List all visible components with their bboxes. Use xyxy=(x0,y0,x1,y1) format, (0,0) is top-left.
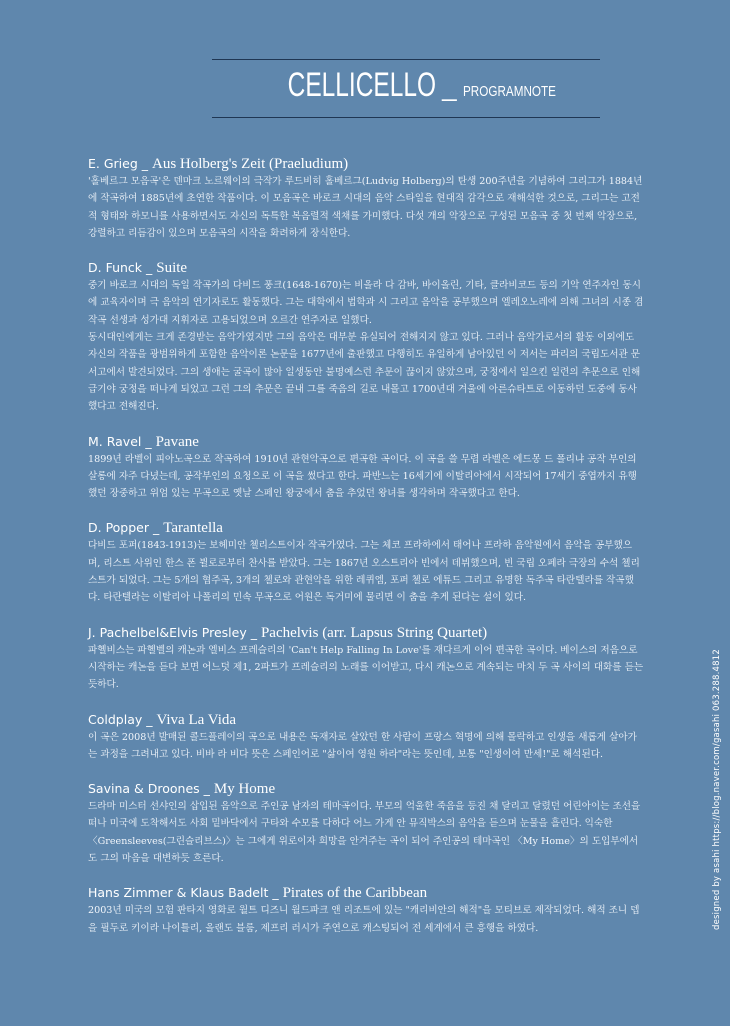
program-list xyxy=(88,155,644,954)
header-bottom-rule xyxy=(212,117,600,118)
piece-heading xyxy=(88,259,644,277)
work-title: Viva La Vida xyxy=(156,711,237,728)
work-title: Pachelvis (arr. Lapsus String Quartet) xyxy=(260,624,488,641)
work-title: Tarantella xyxy=(163,520,223,537)
page-title xyxy=(212,66,600,105)
heading-separator: _ xyxy=(149,520,164,536)
heading-separator: _ xyxy=(137,156,152,171)
heading-separator: _ xyxy=(142,260,157,276)
piece-heading xyxy=(88,884,644,902)
heading-separator: _ xyxy=(142,711,157,727)
program-item-funck xyxy=(88,259,644,415)
work-title: Aus Holberg's Zeit (Praeludium) xyxy=(151,156,349,172)
title-main: CELLICELLO xyxy=(287,66,436,104)
composer-name: D. Popper xyxy=(88,520,150,536)
heading-separator: _ xyxy=(268,885,283,901)
program-item-grieg xyxy=(88,155,644,242)
piece-description: 중기 바로크 시대의 독일 작곡가의 다비드 풍크(1648-1670)는 비올라 다 감바, 바이올린, 기타, 클라비코드 등의 기악 연주자인 동시에 교육자이며 극 음악의 연기자로도 활동했다. 그는 대학에서 법학과 시 그리고 음악을 공부했으며 엘레오노레에 의해 그녀의 시종 겸 작곡 선생과 성가대 지휘자로 고용되었으며 오르간 연주자로 일했다. xyxy=(88,280,644,326)
piece-description: 1899년 라벨이 피아노곡으로 작곡하여 1910년 관현악곡으로 편곡한 곡이다. 이 곡을 쓸 무렵 라벨은 에드몽 드 폴리냐 공작 부인의 살롱에 자주 다녔는데, 공작부인의 요청으로 이 곡을 썼다고 한다. 파반느는 16세기에 이탈리아에서 시작되어 17세기 중엽까지 유행했던 장중하고 위엄 있는 무곡으로 옛날 스페인 왕궁에서 춤을 추었던 왕녀를 생각하며 작곡했다고 한다. xyxy=(88,453,637,500)
designer-credit: designed by asahi https://blog.naver.com/gasahi 063.288.4812 xyxy=(712,649,722,930)
piece-heading xyxy=(88,780,644,798)
work-title: Pirates of the Caribbean xyxy=(282,885,428,902)
piece-heading xyxy=(88,155,644,173)
composer-name: E. Grieg xyxy=(88,156,138,171)
piece-description: '홀베르그 모음곡'은 덴마크 노르웨이의 극작가 루드비히 홀베르그(Ludvig Holberg)의 탄생 200주년을 기념하여 그리그가 1884년에 작곡하여 1885년에 초연한 작품이다. 이 모음곡은 바로크 시대의 음악 스타일을 현대적 감각으로 재해석한 것으로, 그리그는 고전적 형태와 하모니를 사용하면서도 자신의 독특한 복음렬적 색채를 가미했다. 다섯 개의 악장으로 구성된 모음곡 중 첫 번째 악장으로, 강렬하고 리듬감이 있으며 모음곡의 시작을 화려하게 장식한다. xyxy=(88,176,643,239)
piece-heading xyxy=(88,711,644,729)
program-item-savina xyxy=(88,780,644,867)
header-top-rule xyxy=(212,59,600,60)
heading-separator: _ xyxy=(246,624,261,640)
piece-description: 다비드 포퍼(1843-1913)는 보헤미안 첼리스트이자 작곡가였다. 그는 체코 프라하에서 태어나 프라하 음악원에서 음악을 공부했으며, 리스트 사위인 한스 폰 뷜로로부터 찬사를 받았다. 그는 1867년 오스트리아 빈에서 데뷔했으며, 빈 국립 오페라 극장의 수석 첼리스트가 되었다. 그는 5개의 협주곡, 3개의 첼로와 관현악을 위한 레퀴엠, 포퍼 첼로 에튜드 그리고 유명한 독주곡 타란텔라를 작곡했다. 타란텔라는 이탈리아 나폴리의 민속 무곡으로 어원은 독거미에 물리면 이 춤을 추게 된다는 설이 있다. xyxy=(88,540,640,604)
piece-description: 동시대인에게는 크게 존경받는 음악가였지만 그의 음악은 대부분 유실되어 전해지지 않고 있다. 그러나 음악가로서의 활동 이외에도 자신의 작품을 광범위하게 포함한 음악이론 논문을 1677년에 출판했고 다행히도 유일하게 남아있던 이 저서는 파리의 국립도서관 문서고에서 발견되었다. 그의 생애는 굴곡이 많아 일생동안 불명예스런 추문이 끊이지 않았으며, 궁정에서 일으킨 일련의 추문으로 인해 급기야 궁정을 떠나게 되었고 그런 그의 추문은 끝내 그를 죽음의 길로 내몰고 1700년대 겨울에 아른슈타트로 이동하던 도중에 동사했다고 전해진다. xyxy=(88,332,641,413)
piece-description: 이 곡은 2008년 발매된 콜드플레이의 곡으로 내용은 독재자로 살았던 한 사람이 프랑스 혁명에 의해 몰락하고 인생을 새롭게 살아가는 과정을 그려내고 있다. 비바 라 비다 뜻은 스페인어로 "삶이여 영원 하라"라는 뜻인데, 보통 "인생이여 만세!"로 해석된다. xyxy=(88,731,637,760)
composer-name: J. Pachelbel&Elvis Presley xyxy=(88,624,247,640)
piece-description: 드라마 미스터 선샤인의 삽입된 음악으로 주인공 남자의 테마곡이다. 부모의 억울한 죽음을 등진 채 달리고 달렸던 어린아이는 조선을 떠나 미국에 도착해서도 사회 밑바닥에서 구타와 수모를 다하다 어느 가게 안 뮤직박스의 음악을 듣으며 눈물을 흘린다. 익숙한 〈Greensleeves(그린슬리브스)〉는 그에게 위로이자 희망을 안겨주는 곡이 되어 주인공의 테마곡인 〈My Home〉의 도입부에서도 그의 마음을 대변하듯 흐른다. xyxy=(88,801,641,865)
work-title: My Home xyxy=(213,781,276,798)
composer-name: Savina & Droones xyxy=(88,781,200,797)
composer-name: D. Funck xyxy=(88,260,143,276)
composer-name: Coldplay xyxy=(88,711,143,727)
title-separator: _ xyxy=(442,72,457,102)
program-item-pachelvis xyxy=(88,624,644,694)
program-item-zimmer xyxy=(88,884,644,937)
title-subtitle: PROGRAMNOTE xyxy=(463,83,557,100)
program-item-popper xyxy=(88,519,644,606)
heading-separator: _ xyxy=(199,781,214,797)
piece-description: 2003년 미국의 모험 판타지 영화로 월트 디즈니 월드파크 앤 리조트에 있는 "캐리비안의 해적"을 모티브로 제작되었다. 해적 조니 뎁을 필두로 키이라 나이틀리, 올랜도 블룸, 제프리 러시가 주연으로 캐스팅되어 전 세계에서 큰 흥행을 하였다. xyxy=(88,905,640,934)
piece-heading xyxy=(88,433,644,451)
piece-description: 파헬비스는 파헬벨의 캐논과 엘비스 프레슬리의 'Can't Help Falling In Love'를 재다르게 이어 편곡한 곡이다. 베이스의 저음으로 시작하는 캐논을 듣다 보면 어느덧 제1, 2파트가 프레슬리의 노래를 이어받고, 다시 캐논으로 계속되는 마치 두 곡 사이의 대화를 듣는 듯하다. xyxy=(88,644,644,691)
piece-heading xyxy=(88,519,644,537)
program-item-coldplay xyxy=(88,711,644,764)
composer-name: Hans Zimmer & Klaus Badelt xyxy=(88,885,269,901)
program-item-ravel xyxy=(88,433,644,503)
piece-heading xyxy=(88,624,644,642)
composer-name: M. Ravel xyxy=(88,433,142,449)
work-title: Pavane xyxy=(155,433,199,450)
work-title: Suite xyxy=(156,260,188,277)
heading-separator: _ xyxy=(141,433,156,449)
